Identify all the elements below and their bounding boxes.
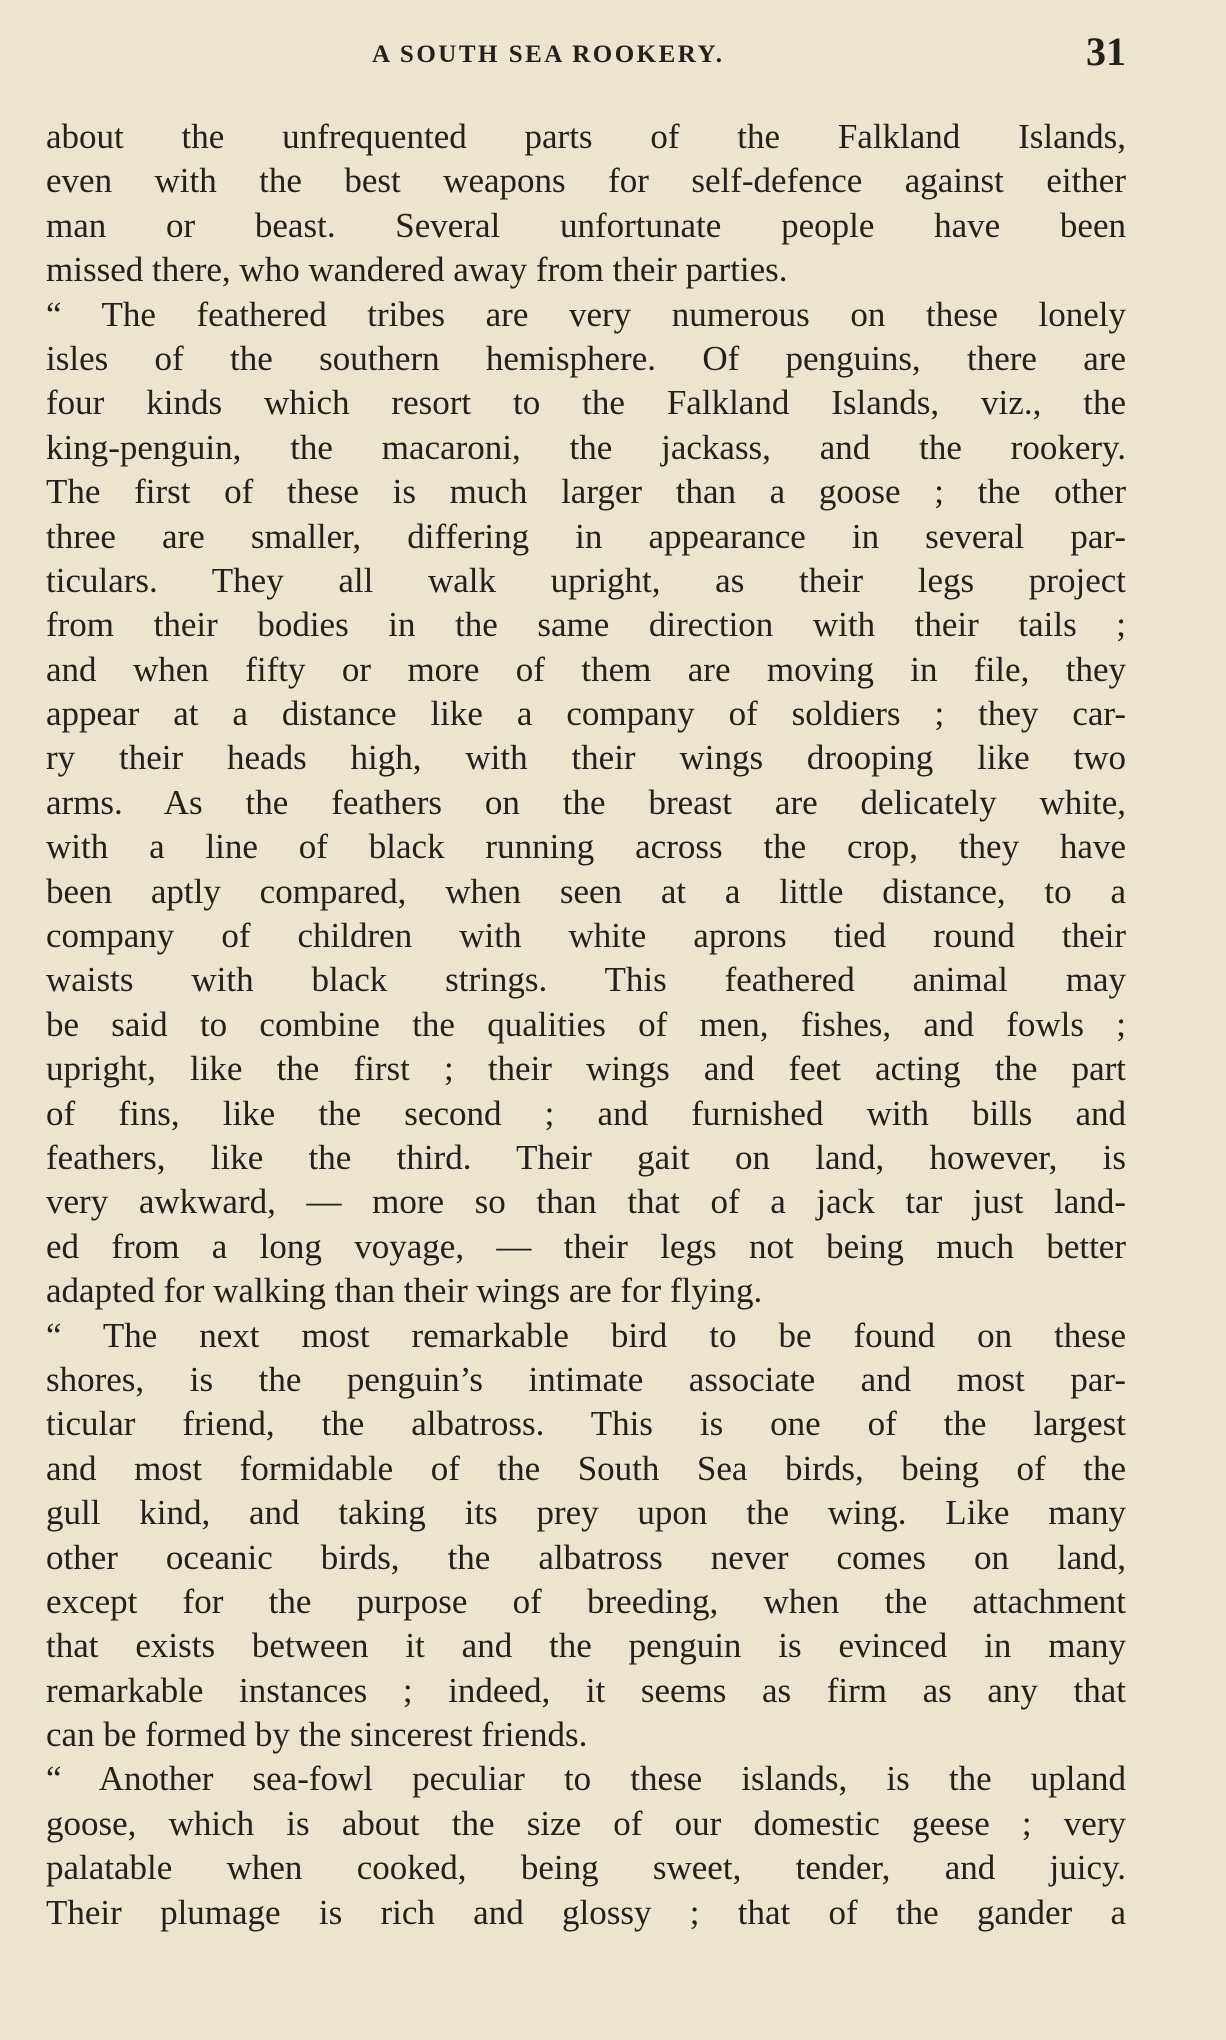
text-line: adapted for walking than their wings are for flying. (46, 1271, 763, 1311)
text-line: except for the purpose of breeding, when the attachment (46, 1581, 1126, 1621)
text-line: with a line of black running across the crop, they have (46, 827, 1126, 867)
text-line: been aptly compared, when seen at a little distance, to a (46, 871, 1126, 911)
text-line: company of children with white aprons tied round their (46, 916, 1126, 956)
text-line: ed from a long voyage, — their legs not being much better (46, 1226, 1126, 1266)
text-line: that exists between it and the penguin is evinced in many (46, 1626, 1126, 1666)
text-line: “ Another sea-fowl peculiar to these islands, is the upland (46, 1759, 1126, 1799)
text-line: and when fifty or more of them are moving in file, they (46, 649, 1126, 689)
text-line: The first of these is much larger than a goose ; the other (46, 472, 1126, 512)
text-line: even with the best weapons for self-defence against either (46, 161, 1126, 201)
text-line: goose, which is about the size of our domestic geese ; very (46, 1803, 1126, 1843)
text-line: gull kind, and taking its prey upon the wing. Like many (46, 1493, 1126, 1533)
page-number: 31 (1086, 29, 1126, 74)
text-line: ry their heads high, with their wings drooping like two (46, 738, 1126, 778)
text-line: feathers, like the third. Their gait on land, however, is (46, 1137, 1126, 1177)
text-line: of fins, like the second ; and furnished with bills and (46, 1093, 1126, 1133)
text-line: from their bodies in the same direction with their tails ; (46, 605, 1126, 645)
text-line: be said to combine the qualities of men, fishes, and fowls ; (46, 1004, 1126, 1044)
text-line: four kinds which resort to the Falkland Islands, viz., the (46, 383, 1126, 423)
text-line: about the unfrequented parts of the Falkland Islands, (46, 117, 1126, 156)
text-line: upright, like the first ; their wings and feet acting the part (46, 1049, 1126, 1089)
text-line: king-penguin, the macaroni, the jackass, and the rookery. (46, 427, 1126, 467)
text-line: shores, is the penguin’s intimate associate and most par- (46, 1359, 1126, 1399)
text-line: remarkable instances ; indeed, it seems as firm as any that (46, 1670, 1126, 1710)
running-title: A SOUTH SEA ROOKERY. (372, 41, 725, 68)
text-line: “ The feathered tribes are very numerous on these lonely (46, 294, 1126, 334)
body-text (46, 115, 1126, 1935)
text-line: palatable when cooked, being sweet, tender, and juicy. (46, 1848, 1126, 1888)
text-line: “ The next most remarkable bird to be found on these (46, 1315, 1126, 1355)
text-line: three are smaller, differing in appearance in several par- (46, 516, 1126, 556)
text-line: ticular friend, the albatross. This is one of the largest (46, 1404, 1126, 1444)
text-line: ticulars. They all walk upright, as their legs project (46, 560, 1126, 600)
text-line: man or beast. Several unfortunate people have been (46, 205, 1126, 245)
text-line: isles of the southern hemisphere. Of penguins, there are (46, 338, 1126, 378)
text-line: waists with black strings. This feathered animal may (46, 960, 1126, 1000)
text-line: very awkward, — more so than that of a jack tar just land- (46, 1182, 1126, 1222)
text-line: missed there, who wandered away from their parties. (46, 250, 788, 290)
text-line: and most formidable of the South Sea birds, being of the (46, 1448, 1126, 1488)
text-line: Their plumage is rich and glossy ; that of the gander a (46, 1892, 1126, 1932)
text-line: other oceanic birds, the albatross never comes on land, (46, 1537, 1126, 1577)
text-line: arms. As the feathers on the breast are delicately white, (46, 782, 1126, 822)
text-line: appear at a distance like a company of soldiers ; they car- (46, 694, 1126, 734)
text-line: can be formed by the sincerest friends. (46, 1715, 588, 1755)
